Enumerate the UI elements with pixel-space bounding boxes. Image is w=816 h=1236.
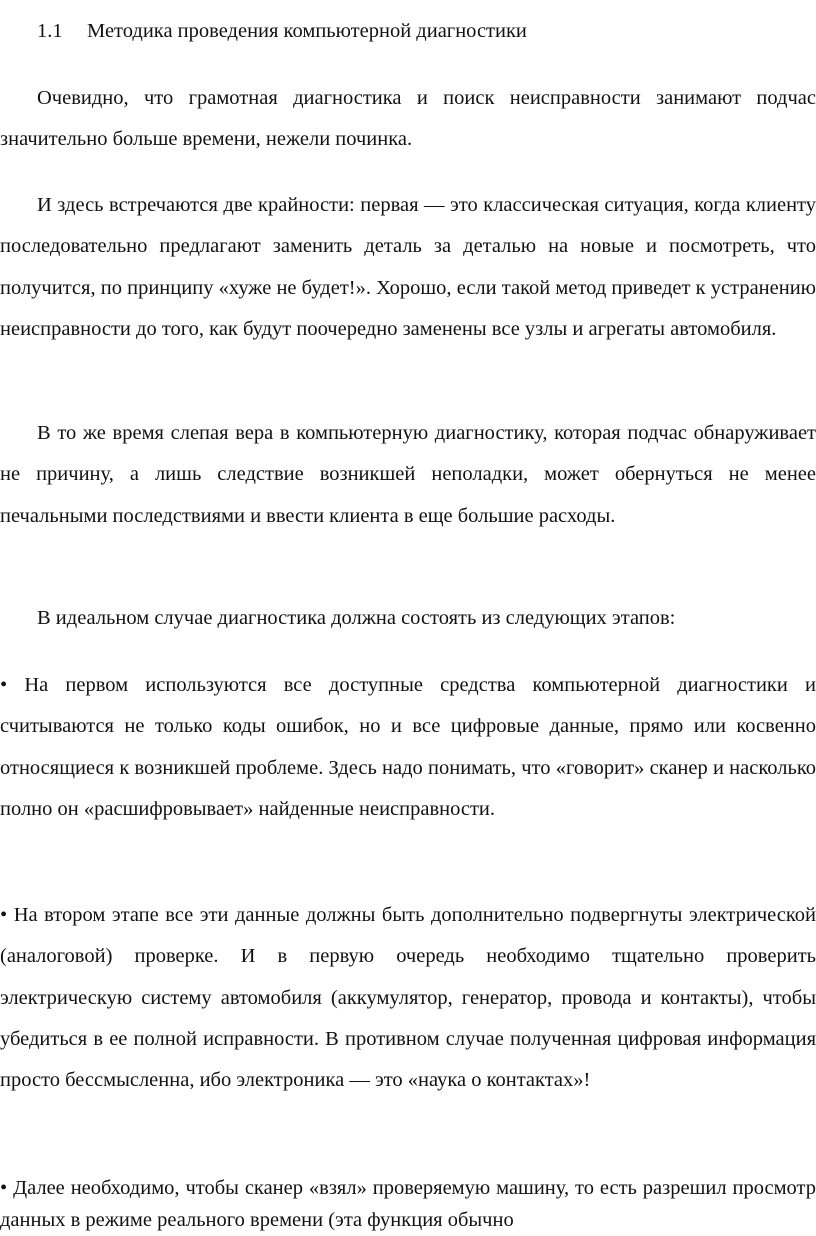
list-item-1: • На первом используются все доступные средства компьютерной диагностики и считываются не только коды ошибок, но и все цифровые данные, прямо или косвенно относящиеся к возникшей проблеме. Здесь надо понимать, что «говорит» сканер и насколько полно он «расшифровывает» найденные неисправности. <box>0 674 816 820</box>
list-item-3: • Далее необходимо, чтобы сканер «взял» проверяемую машину, то есть разрешил просмотр данных в режиме реального времени (эта функция обычно <box>0 1177 816 1231</box>
paragraph-3: В то же время слепая вера в компьютерную диагностику, которая подчас обнаруживает не причину, а лишь следствие возникшей неполадки, может обернуться не менее печальными последствиями и ввести клиента в еще большие расходы. <box>0 422 816 527</box>
list-item-2: • На втором этапе все эти данные должны быть дополнительно подвергнуты электрической (аналоговой) проверке. И в первую очередь необходимо тщательно проверить электрическую систему автомобиля (аккумулятор, генератор, провода и контакты), чтобы убедиться в ее полной исправности. В противном случае полученная цифровая информация просто бессмысленна, ибо электроника — это «наука о контактах»! <box>0 904 816 1092</box>
section-heading <box>37 14 527 48</box>
paragraph-4: В идеальном случае диагностика должна состоять из следующих этапов: <box>37 607 676 629</box>
section-title: Методика проведения компьютерной диагностики <box>87 20 527 42</box>
paragraph-1: Очевидно, что грамотная диагностика и поиск неисправности занимают подчас значительно больше времени, нежели починка. <box>0 87 816 151</box>
section-number: 1.1 <box>37 20 63 42</box>
paragraph-2: И здесь встречаются две крайности: первая — это классическая ситуация, когда клиенту последовательно предлагают заменить деталь за деталью на новые и посмотреть, что получится, по принципу «хуже не будет!». Хорошо, если такой метод приведет к устранению неисправности до того, как будут поочередно заменены все узлы и агрегаты автомобиля. <box>0 194 816 340</box>
